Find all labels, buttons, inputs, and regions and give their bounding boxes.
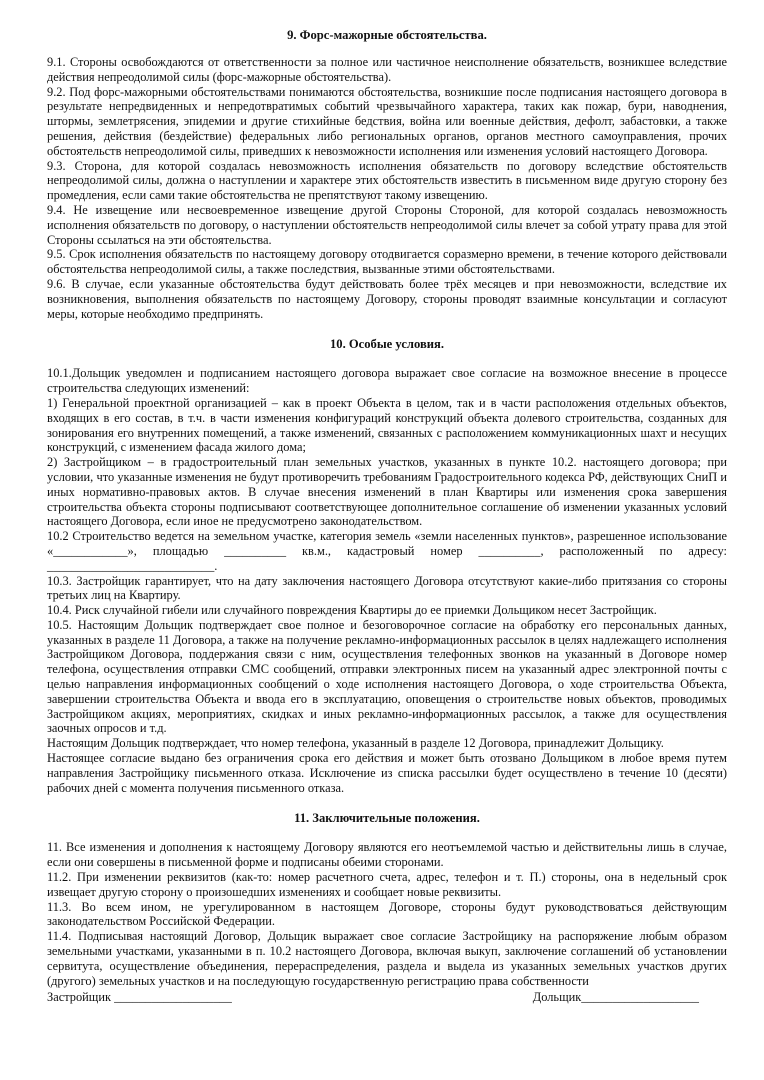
paragraph-11-4: 11.4. Подписывая настоящий Договор, Дольщик выражает свое согласие Застройщику на распоряжение любым образом земельными участками, указанными в п. 10.2 настоящего Договора, включая выкуп, заключение соглашений об установлении сервитута, осуществление объединения, перераспределения, раздела и выдела из указанных земельных участков других (другого) земельных участков и на последующую государственную регистрацию права собственности [47, 929, 727, 988]
paragraph-10-5: 10.5. Настоящим Дольщик подтверждает свое полное и безоговорочное согласие на обработку его персональных данных, указанных в разделе 11 Договора, а также на получение рекламно-информационных рассылок в целях надлежащего исполнения Застройщиком Договора, поддержания связи с ним, осуществления телефонных звонков на указанный в Договоре номер телефона, осуществления отправки СМС сообщений, отправки электронных писем на указанный адрес электронной почты с целью направления информационных сообщений о ходе исполнения настоящего Договора, о ходе строительства Объекта, завершении строительства Объекта и ввода его в эксплуатацию, оповещения о строительстве новых объектов, проводимых Застройщиком акциях, мероприятиях, скидках и иных рекламно-информационных рассылок, а также для осуществления заочных опросов и т.д. [47, 617, 727, 736]
paragraph-11-3: 11.3. Во всем ином, не урегулированном в настоящем Договоре, стороны будут руководствоваться действующим законодательством Российской Федерации. [47, 899, 727, 929]
section-10-title: 10. Особые условия. [329, 337, 444, 352]
paragraph-9-2: 9.2. Под форс-мажорными обстоятельствами понимаются обстоятельства, возникшие после подписания настоящего договора в результате непредвиденных и непредотвратимых событий чрезвычайного характера, таких как пожар, бури, наводнения, штормы, землетрясения, эпидемии и другие стихийные бедствия, война или военные действия, дефолт, забастовки, а также решения, действия (бездействие) федеральных либо региональных органов, органов местного самоуправления, прочих обстоятельств непреодолимой силы, приведших к невозможности исполнения или изменения условий настоящего Договора. [47, 84, 727, 158]
paragraph-9-4: 9.4. Не извещение или несвоевременное извещение другой Стороны Стороной, для которой создалась невозможность исполнения обязательств по договору, о наступлении обстоятельств непреодолимой силы влечет за собой утрату права для этой Стороны ссылаться на эти обстоятельства. [47, 202, 727, 247]
paragraph-9-6: 9.6. В случае, если указанные обстоятельства будут действовать более трёх месяцев и при невозможности, вследствие их возникновения, выполнения обязательств по настоящему Договору, стороны проводят взаимные консультации и согласуют меры, которые необходимо предпринять. [47, 276, 727, 321]
paragraph-10-2: 10.2 Строительство ведется на земельном участке, категория земель «земли населенных пунктов», разрешенное использование «____________», площадью __________ кв.м., кадастровый номер __________, расположенный по адресу: ___________________________. [47, 529, 727, 573]
paragraph-9-5: 9.5. Срок исполнения обязательств по настоящему договору отодвигается соразмерно времени, в течение которого действовали обстоятельства непреодолимой силы, а также последствия, вызванные этими обстоятельствами. [47, 247, 727, 277]
shareholder-signature-line: Дольщик___________________ [532, 990, 699, 1005]
section-11-title: 11. Заключительные положения. [294, 811, 480, 826]
paragraph-10-1: 10.1.Дольщик уведомлен и подписанием настоящего договора выражает свое согласие на возможное внесение в процессе строительства следующих изменений: [47, 366, 727, 396]
paragraph-9-1: 9.1. Стороны освобождаются от ответственности за полное или частичное неисполнение обязательств, возникшее вследствие действия непреодолимой силы (форс-мажорные обстоятельства). [47, 55, 727, 84]
paragraph-10-1-item-1: 1) Генеральной проектной организацией – как в проект Объекта в целом, так и в части расположения отдельных объектов, входящих в его состав, в т.ч. в части изменения конфигураций конструкций объекта долевого строительства, созданных для зонирования его внутренних помещений, а также изменений, связанных с расположением коммуникационных шахт и несущих конструкций, с изменением фасада жилого дома; [47, 395, 727, 455]
signature-row [47, 990, 727, 1005]
paragraph-11-1: 11. Все изменения и дополнения к настоящему Договору являются его неотъемлемой частью и действительны лишь в случае, если они совершены в письменной форме и подписаны обеими сторонами. [47, 840, 727, 870]
document-page [47, 27, 727, 1005]
section-9-title: 9. Форс-мажорные обстоятельства. [287, 28, 487, 42]
paragraph-9-3: 9.3. Сторона, для которой создалась невозможность исполнения обязательств по договору вследствие обстоятельств непреодолимой силы, должна о наступлении и характере этих обстоятельств известить в письменном виде другую сторону без промедления, если сами такие обстоятельства не препятствуют такому извещению. [47, 158, 727, 203]
paragraph-10-3: 10.3. Застройщик гарантирует, что на дату заключения настоящего Договора отсутствуют какие-либо притязания со стороны третьих лиц на Квартиру. [47, 573, 727, 603]
paragraph-10-1-item-2: 2) Застройщиком – в градостроительный план земельных участков, указанных в пункте 10.2. настоящего договора; при условии, что указанные изменения не будут противоречить требованиям Градостроительного кодекса РФ, действующих СниП и иных нормативно-правовых актов. В случае внесения изменений в план Квартиры или изменения срока завершения строительства объекта стороны подписывают соответствующее дополнительное соглашение об изменении указанных условий настоящего Договора, если иное не предусмотрено законодательством. [47, 455, 727, 529]
paragraph-consent-term: Настоящее согласие выдано без ограничения срока его действия и может быть отозвано Дольщиком в любое время путем направления Застройщику письменного отказа. Исключение из списка рассылки будет осуществлено в течение 10 (десяти) рабочих дней с момента получения письменного отказа. [47, 751, 727, 795]
developer-signature-line: Застройщик ___________________ [47, 990, 232, 1005]
paragraph-phone-confirmation: Настоящим Дольщик подтверждает, что номер телефона, указанный в разделе 12 Договора, принадлежит Дольщику. [47, 736, 664, 751]
paragraph-11-2: 11.2. При изменении реквизитов (как-то: номер расчетного счета, адрес, телефон и т. П.) стороны, она в недельный срок извещает другую сторону о произошедших изменениях и сообщает новые реквизиты. [47, 870, 727, 899]
paragraph-10-4: 10.4. Риск случайной гибели или случайного повреждения Квартиры до ее приемки Дольщиком несет Застройщик. [47, 603, 657, 618]
